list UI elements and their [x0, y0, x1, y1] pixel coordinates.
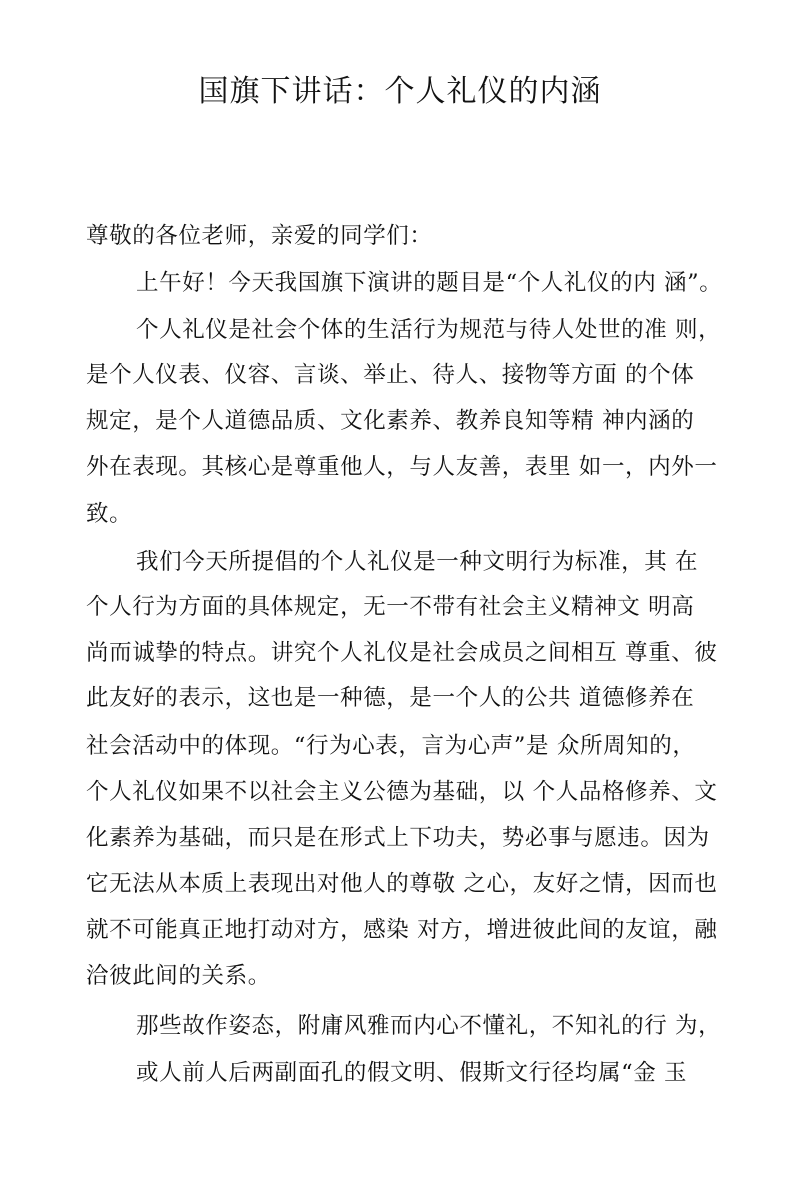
text-line: 此友好的表示，这也是一种德，是一个人的公共 道德修养在 [86, 685, 695, 711]
text-line: 上午好！今天我国旗下演讲的题目是“个人礼仪的内 涵”。 [136, 270, 723, 296]
text-line: 致。 [86, 501, 133, 527]
text-line: 那些故作姿态，附庸风雅而内心不懂礼，不知礼的行 为， [136, 1013, 722, 1039]
text-line: 个人礼仪是社会个体的生活行为规范与待人处世的准 则， [136, 317, 722, 343]
text-line: 尚而诚挚的特点。讲究个人礼仪是社会成员之间相互 尊重、彼 [86, 640, 718, 666]
text-line: 尊敬的各位老师，亲爱的同学们： [86, 223, 433, 249]
document-title: 国旗下讲话：个人礼仪的内涵 [198, 74, 602, 109]
text-line: 它无法从本质上表现出对他人的尊敬 之心，友好之情，因而也 [86, 871, 718, 897]
text-line: 规定，是个人道德品质、文化素养、教养良知等精 神内涵的 [86, 408, 695, 434]
text-line: 外在表现。其核心是尊重他人，与人友善，表里 如一，内外一 [86, 454, 718, 480]
text-line: 或人前人后两副面孔的假文明、假斯文行径均属“金 玉 [136, 1060, 688, 1086]
text-line: 个人礼仪如果不以社会主义公德为基础，以 个人品格修养、文 [86, 779, 718, 805]
text-line: 是个人仪表、仪容、言谈、举止、待人、接物等方面 的个体 [86, 362, 695, 388]
text-line: 个人行为方面的具体规定，无一不带有社会主义精神文 明高 [86, 594, 695, 620]
text-line: 社会活动中的体现。“行为心表，言为心声”是 众所周知的， [86, 733, 696, 759]
text-line: 就不可能真正地打动对方，感染 对方，增进彼此间的友谊，融 [86, 917, 718, 943]
text-line: 洽彼此间的关系。 [86, 963, 271, 989]
text-line: 化素养为基础，而只是在形式上下功夫，势必事与愿违。因为 [86, 825, 710, 851]
text-line: 我们今天所提倡的个人礼仪是一种文明行为标准，其 在 [136, 549, 699, 575]
